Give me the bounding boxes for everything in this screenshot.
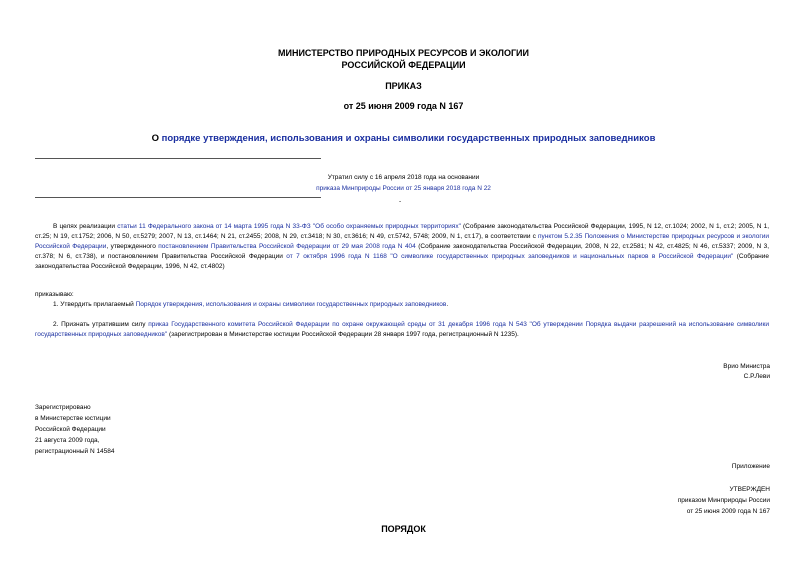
doc-type: ПРИКАЗ xyxy=(385,81,422,91)
preamble-decree-1168-link[interactable]: от 7 октября 1996 года N 1168 "О символике государственных природных заповедников и национальных парков в Российской Федерации" xyxy=(286,253,734,260)
preamble-law-link[interactable]: статьи 11 Федерального закона от 14 марта 1995 года N 33-ФЗ "Об особо охраняемых природных территориях" xyxy=(117,223,461,230)
item1-procedure-link[interactable]: Порядок утверждения, использования и охраны символики государственных природных заповедников xyxy=(135,301,447,308)
approval-by: приказом Минприроды России xyxy=(677,497,770,504)
order-item-1 xyxy=(35,300,769,310)
preamble-regulation-link[interactable]: пунктом 5.2.35 Положения о Министерстве природных ресурсов и экологии Российской Федерации xyxy=(35,233,769,250)
order-item-2 xyxy=(35,320,769,340)
signature-block xyxy=(723,362,770,382)
registration-line-2: в Министерстве юстиции xyxy=(35,415,111,422)
registration-line-4: 21 августа 2009 года, xyxy=(35,437,100,444)
status-repeal-link[interactable]: приказа Минприроды России от 25 января 2018 года N 22 xyxy=(316,185,491,192)
approval-word: УТВЕРЖДЕН xyxy=(729,486,770,493)
registration-line-3: Российской Федерации xyxy=(35,426,106,433)
divider-bottom xyxy=(35,197,321,198)
signature-name: С.Р.Леви xyxy=(743,373,770,380)
registration-block xyxy=(35,402,115,457)
procedure-heading: ПОРЯДОК xyxy=(381,524,426,534)
approval-date: от 25 июня 2009 года N 167 xyxy=(686,508,770,515)
item2-order-link[interactable]: приказ Государственного комитета Российской Федерации по охране окружающей среды от 31 декабря 1996 года N 543 "Об утверждении Порядка выдачи разрешений на использование символики государственных природных заповедников" xyxy=(35,321,769,338)
preamble-text-b: (Собрание законодательства Российской Федерации, 1995, N 12, ст.1024; 2002, N 1, ст.2; 2005, N 1, ст.25; N 19, ст.1752; 2006, N 50, ст.5279; 2007, N 13, ст.1464; N 21, ст.2455; 2008, N 29, ст.3418; N 30, ст.3616; N 49, ст.5742, 5748; 2009, N 1, ст.17), в соответствии с xyxy=(35,223,770,240)
appendix-label: Приложение xyxy=(731,463,770,470)
preamble-decree-link[interactable]: постановлением Правительства Российской Федерации от 29 мая 2008 года N 404 xyxy=(158,243,416,250)
signature-role: Врио Министра xyxy=(723,363,770,370)
preamble-text-c: , утвержденного xyxy=(106,243,159,250)
preamble-text-a: В целях реализации xyxy=(53,223,118,230)
divider-top xyxy=(35,158,321,159)
ministry-line-1: МИНИСТЕРСТВО ПРИРОДНЫХ РЕСУРСОВ И ЭКОЛОГИИ xyxy=(277,48,529,58)
ministry-heading xyxy=(0,47,807,71)
preamble-text-d: (Собрание законодательства Российской Федерации, 2008, N 22, ст.2581; N 42, ст.4825; N 46, ст.5337; 2009, N 3, ст.378; N 6, ст.738), и постановлением Правительства Российской Федерации xyxy=(35,243,770,260)
doc-title-link[interactable]: порядке утверждения, использования и охраны символики государственных природных заповедников xyxy=(161,133,656,144)
status-note xyxy=(0,172,807,194)
item2-text-a: 2. Признать утратившим силу xyxy=(53,321,149,328)
doc-title xyxy=(0,133,807,144)
item1-text-a: 1. Утвердить прилагаемый xyxy=(53,301,136,308)
doc-date-number: от 25 июня 2009 года N 167 xyxy=(343,101,464,111)
doc-title-prefix: О xyxy=(151,133,162,144)
approval-block xyxy=(678,484,770,517)
status-line-1: Утратил силу с 16 апреля 2018 года на основании xyxy=(327,174,480,181)
item2-text-b: (зарегистрирован в Министерстве юстиции Российской Федерации 28 января 1997 года, регистрационный N 1235). xyxy=(167,331,519,338)
registration-line-5: регистрационный N 14584 xyxy=(35,448,115,455)
preamble-text-e: (Собрание законодательства Российской Федерации, 1996, N 42, ст.4802) xyxy=(35,253,770,270)
item1-text-b: . xyxy=(446,301,449,308)
order-word: приказываю: xyxy=(35,291,74,298)
separator-dash: - xyxy=(399,198,402,205)
ministry-line-2: РОССИЙСКОЙ ФЕДЕРАЦИИ xyxy=(341,60,466,70)
registration-line-1: Зарегистрировано xyxy=(35,404,91,411)
preamble-paragraph xyxy=(35,222,769,272)
